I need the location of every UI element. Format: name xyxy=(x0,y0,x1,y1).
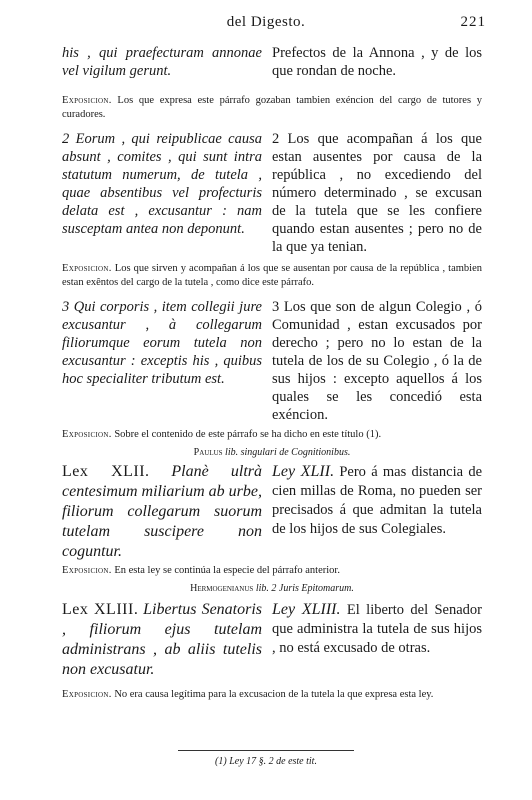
latin-law-text xyxy=(62,462,262,562)
source-citation-1 xyxy=(62,446,482,460)
exposition-label: Exposicion. xyxy=(62,429,112,440)
spanish-law-body: El liberto del Senador que administra la tutela de sus hijos , no está excusado de otras. xyxy=(272,602,483,656)
spanish-law-text xyxy=(272,600,482,658)
parallel-block-3 xyxy=(62,298,482,423)
spanish-law-label: Ley XLIII. xyxy=(272,601,341,618)
exposition-label: Exposicion. xyxy=(62,565,112,576)
latin-law-body: Libertus Senatoris , filiorum ejus tutelam administrans , ab aliis tutelis non excusatur. xyxy=(62,601,263,678)
parallel-block-1 xyxy=(62,44,482,84)
exposition-2 xyxy=(62,262,482,290)
source-author: Paulus xyxy=(193,447,223,458)
source-citation-2 xyxy=(62,582,482,596)
exposition-label: Exposicion. xyxy=(62,95,112,106)
source-work: lib. 2 Juris Epitomarum. xyxy=(255,583,354,594)
exposition-5 xyxy=(62,688,482,702)
page-number: 221 xyxy=(460,14,486,30)
exposition-4 xyxy=(62,564,482,578)
exposition-text: Sobre el contenido de este párrafo se ha dicho en este título (1). xyxy=(114,429,382,440)
footnote-divider xyxy=(178,750,354,751)
law-42 xyxy=(62,462,482,560)
spanish-law-text xyxy=(272,462,482,539)
exposition-text: No era causa legítima para la excusacion de la tutela la que expresa esta ley. xyxy=(114,689,434,700)
exposition-text: En esta ley se continúa la especie del párrafo anterior. xyxy=(114,565,340,576)
spanish-law-label: Ley XLII. xyxy=(272,463,335,480)
exposition-text: Los que sirven y acompañan á los que se ausentan por causa de la república , tambien estan exêntos del cargo de la tutela , como dice este párrafo. xyxy=(62,263,482,288)
running-header xyxy=(0,14,532,34)
latin-law-body: Planè ultrà centesimum miliarium ab urbe, filiorum collegarum suorum tutelam suscipere non coguntur. xyxy=(62,463,263,560)
parallel-block-2 xyxy=(62,130,482,256)
source-work: lib. singulari de Cognitionibus. xyxy=(225,447,351,458)
latin-text: his , qui praefecturam annonae vel vigilum gerunt. xyxy=(62,45,262,79)
exposition-text: Los que expresa este párrafo gozaban tambien exéncion del cargo de tutores y curadores. xyxy=(62,95,482,120)
latin-law-text xyxy=(62,600,262,680)
spanish-law-body: Pero á mas distancia de cien millas de Roma, no pueden ser precisados á que admitan la tutela de los hijos de sus Colegiales. xyxy=(272,464,482,537)
running-title: del Digesto. xyxy=(226,14,306,30)
exposition-label: Exposicion. xyxy=(62,263,112,274)
spanish-text: Prefectos de la Annona , y de los que rondan de noche. xyxy=(272,45,482,79)
exposition-1 xyxy=(62,94,482,122)
latin-text: 2 Eorum , qui reipublicae causa absunt , comites , qui sunt intra statutum numerum, de tutela , quae absentibus vel profecturis delata est , excusantur : nam susceptam antea non deponunt. xyxy=(62,131,262,237)
exposition-label: Exposicion. xyxy=(62,689,112,700)
latin-text: 3 Qui corporis , item collegii jure excusantur , à collegarum filiorumque eorum tutela non excusantur : exceptis his , quibus hoc specialiter tributum est. xyxy=(62,299,262,387)
exposition-3 xyxy=(62,428,482,442)
latin-law-label: Lex XLIII. xyxy=(62,601,139,618)
latin-law-label: Lex XLII. xyxy=(62,463,150,480)
footnote: (1) Ley 17 §. 2 de este tit. xyxy=(215,756,317,767)
spanish-text: 2 Los que acompañan á los que estan ausentes por causa de la república , no excediendo del número determinado , se excusan de la tutela que se les confiere quando estan ausentes ; pero no de la que ya tenian. xyxy=(272,131,482,255)
spanish-text: 3 Los que son de algun Colegio , ó Comunidad , estan excusados por derecho ; pero no lo estan de la tutela de los de su Colegio , ó la de sus hijos : excepto aquellos á los quales se les concedió esta exéncion. xyxy=(272,299,482,423)
source-author: Hermogenianus xyxy=(190,583,254,594)
law-43 xyxy=(62,600,482,680)
